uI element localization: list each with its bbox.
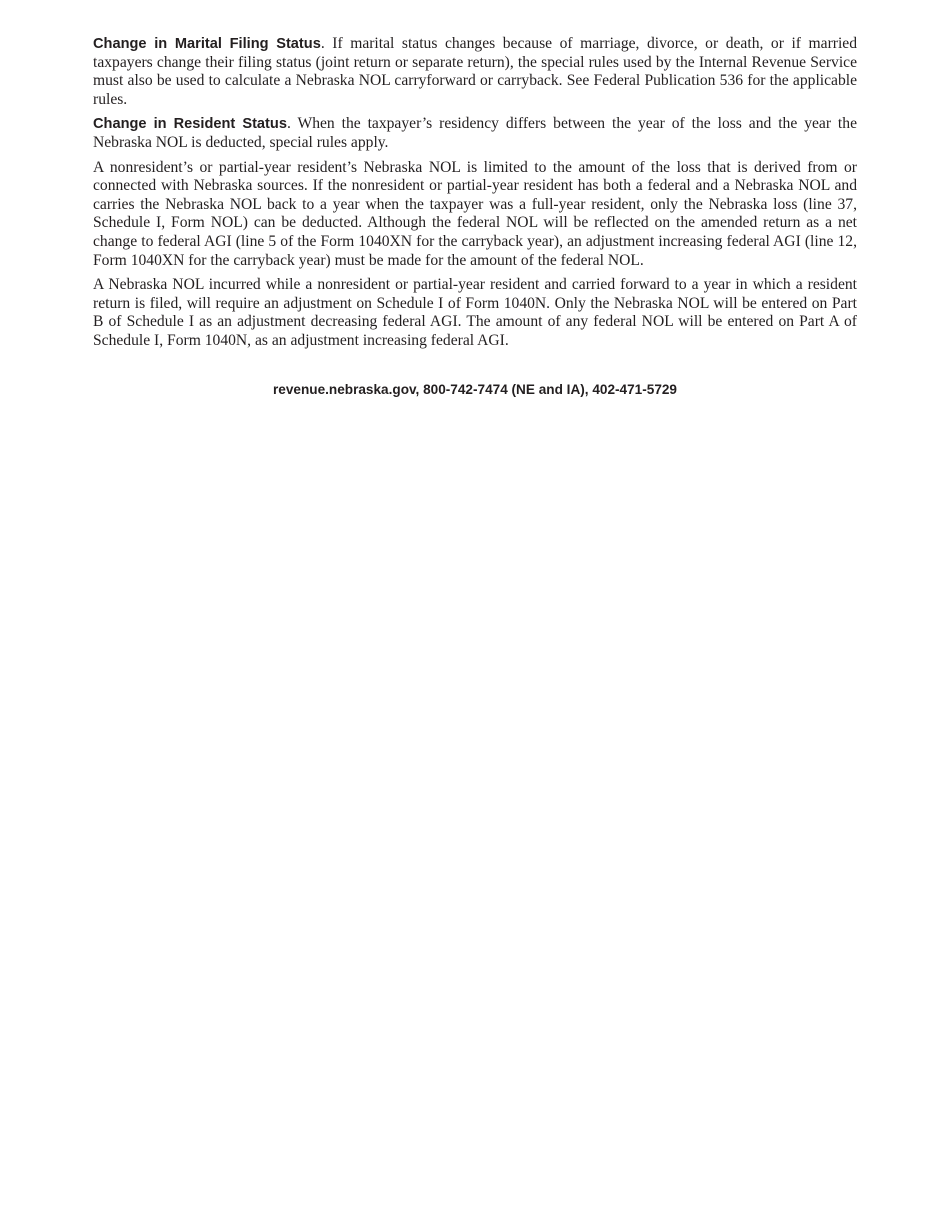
paragraph-marital-filing-status <box>93 35 857 109</box>
paragraph-resident-status <box>93 115 857 152</box>
paragraph-text: . If marital status changes because of marriage, divorce, or death, or if married taxpayers change their filing status (joint return or separate return), the special rules used by the Internal Revenue Service must also be used to calculate a Nebraska NOL carryforward or carryback. See Federal Publication 536 for the applicable rules. <box>93 35 858 108</box>
heading-marital-filing-status: Change in Marital Filing Status <box>93 36 321 52</box>
heading-resident-status: Change in Resident Status <box>93 116 287 133</box>
paragraph-text: . When the taxpayer’s residency differs between the year of the loss and the year the Nebraska NOL is deducted, special rules apply. <box>93 115 857 151</box>
footer-contact: revenue.nebraska.gov, 800-742-7474 (NE and IA), 402-471-5729 <box>273 382 677 397</box>
document-body <box>93 35 857 357</box>
paragraph-carryforward-nol: A Nebraska NOL incurred while a nonresident or partial-year resident and carried forward to a year in which a resident return is filed, will require an adjustment on Schedule I of Form 1040N. Only the Nebraska NOL will be entered on Part B of Schedule I as an adjustment decreasing federal AGI. The amount of any federal NOL will be entered on Part A of Schedule I, Form 1040N, as an adjustment increasing federal AGI. <box>93 276 857 349</box>
paragraph-nonresident-nol: A nonresident’s or partial-year resident’s Nebraska NOL is limited to the amount of the loss that is derived from or connected with Nebraska sources. If the nonresident or partial-year resident has both a federal and a Nebraska NOL and carries the Nebraska NOL back to a year when the taxpayer was a full-year resident, only the Nebraska loss (line 37, Schedule I, Form NOL) can be deducted. Although the federal NOL will be reflected on the amended return as a net change to federal AGI (line 5 of the Form 1040XN for the carryback year), an adjustment increasing federal AGI (line 12, Form 1040XN for the carryback year) must be made for the amount of the federal NOL. <box>93 158 857 269</box>
